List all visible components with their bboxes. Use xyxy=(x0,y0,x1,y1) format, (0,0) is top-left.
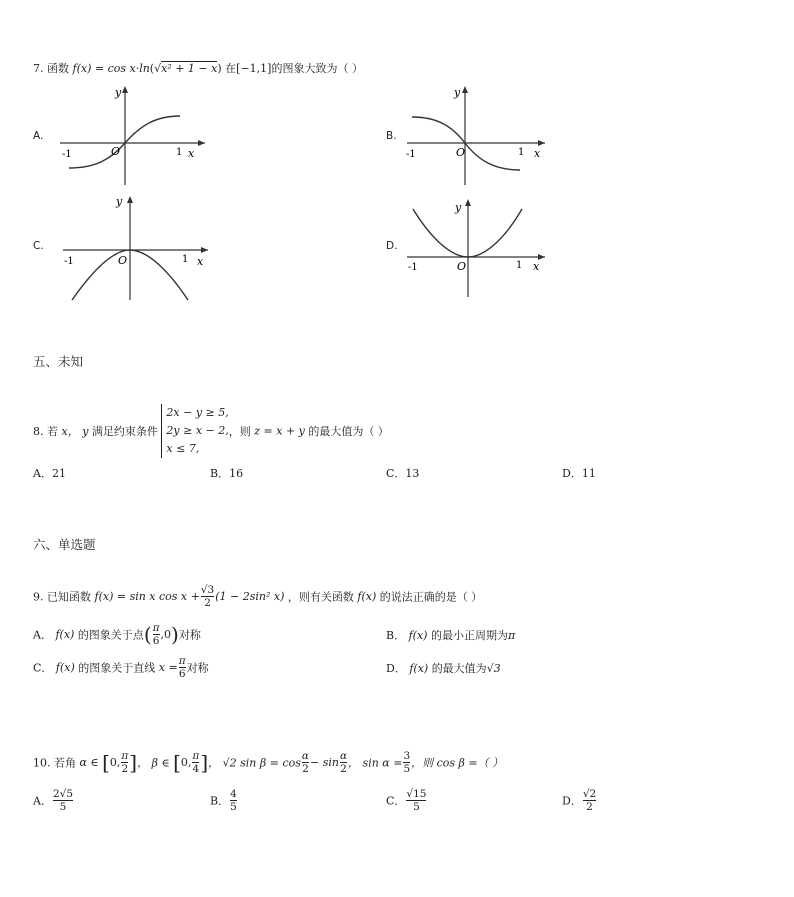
q8-option-c[interactable]: C．13 xyxy=(386,467,420,480)
x-axis-arrow xyxy=(538,140,545,146)
q8-mid: 满足约束条件 xyxy=(91,425,158,438)
one-label: 1 xyxy=(518,147,525,158)
question-7-stem xyxy=(33,60,363,76)
y-axis-arrow xyxy=(465,199,471,206)
x-label: x xyxy=(533,260,540,273)
origin-label: O xyxy=(118,254,128,267)
q10-option-b[interactable]: B． $\frac{4}{5}$ xyxy=(210,788,237,813)
y-label: y xyxy=(115,86,122,99)
q7-graph-d[interactable] xyxy=(402,195,562,300)
question-9-stem xyxy=(33,584,482,609)
q7-number: 7. 函数 xyxy=(33,62,69,75)
q7-graph-c[interactable] xyxy=(58,190,218,305)
y-label: y xyxy=(455,201,462,214)
q9-tail: ，则有关函数 xyxy=(287,590,354,604)
q9-option-c[interactable]: C． f(x) 的图象关于直线 x = $\frac{\pi}{6}$ 对称 xyxy=(33,655,209,680)
x-axis-arrow xyxy=(198,140,205,146)
q9-option-a[interactable]: A． f(x) 的图象关于点( $\frac{\pi}{6}$ ,0)对称 xyxy=(33,622,201,647)
q7-option-c-label[interactable]: C. xyxy=(33,240,44,252)
q8-option-a[interactable]: A．21 xyxy=(33,467,66,480)
neg-one-label: -1 xyxy=(406,149,416,160)
q7-suffix: 在[−1,1]的图象大致为（ ） xyxy=(225,62,363,75)
section-heading-5: 五、未知 xyxy=(33,354,84,369)
y-axis-arrow xyxy=(462,86,468,93)
q9-sqrt3-over-2: $\frac{√3}{2}$ xyxy=(200,584,215,609)
constraint-1: 2x − y ≥ 5, xyxy=(166,406,229,419)
q8-tail-pre: ，则 xyxy=(228,425,251,438)
q8-option-b[interactable]: B．16 xyxy=(210,467,244,480)
q10-option-d[interactable]: D． $\frac{√2}{2}$ xyxy=(562,788,597,813)
x-label: x xyxy=(188,147,195,160)
origin-label: O xyxy=(111,145,121,158)
section-heading-6: 六、单选题 xyxy=(33,537,96,552)
x-label: x xyxy=(197,255,204,268)
q8-tail: 的最大值为（ ） xyxy=(308,425,389,438)
q8-objective: z = x + y xyxy=(254,424,305,438)
constraint-3: x ≤ 7, xyxy=(166,442,200,455)
q9-option-b[interactable]: B． f(x) 的最小正周期为π xyxy=(386,629,516,642)
one-label: 1 xyxy=(176,147,183,158)
question-10-stem: 10. 若角 α ∈ [0, $\frac{\pi}{2}$ ]， β ∈ [0, $\frac{\pi}{4}$ ]， √2 sin β = cos $\frac{\alpha}{2}$ − sin $\frac{\alpha}{2}$ ， sin α = $\frac{3}{5}$ ，则 cos β =（ ） xyxy=(33,750,504,775)
question-8-stem xyxy=(33,404,389,458)
q9-option-d[interactable]: D． f(x) 的最大值为√3 xyxy=(386,662,501,675)
q9-func-b: (1 − 2sin² x) xyxy=(215,590,285,603)
q7-radical: (√x² + 1 − x) xyxy=(149,62,222,75)
q9-prefix: 9. 已知函数 xyxy=(33,590,91,604)
q9-tail2: 的说法正确的是（ ） xyxy=(379,590,483,604)
q10-option-a[interactable]: A． $\frac{2√5}{5}$ xyxy=(33,788,74,813)
one-label: 1 xyxy=(516,260,523,271)
origin-label: O xyxy=(456,146,466,159)
q8-prefix: 8. 若 xyxy=(33,425,58,438)
q7-option-a-label[interactable]: A. xyxy=(33,130,44,142)
q7-option-d-label[interactable]: D. xyxy=(386,240,398,252)
constraint-2: 2y ≥ x − 2, xyxy=(166,424,229,437)
q8-constraint-system xyxy=(161,404,228,458)
y-axis-arrow xyxy=(127,196,133,203)
neg-one-label: -1 xyxy=(62,149,72,160)
q8-vars: x， y xyxy=(61,425,89,438)
one-label: 1 xyxy=(182,254,189,265)
y-label: y xyxy=(116,195,123,208)
neg-one-label: -1 xyxy=(408,262,418,273)
q7-option-b-label[interactable]: B. xyxy=(386,130,397,142)
y-axis-arrow xyxy=(122,86,128,93)
neg-one-label: -1 xyxy=(64,256,74,267)
q9-fx: f(x) xyxy=(357,590,377,603)
q7-graph-a[interactable] xyxy=(55,80,215,190)
x-label: x xyxy=(534,147,541,160)
origin-label: O xyxy=(457,260,467,273)
q8-option-d[interactable]: D．11 xyxy=(562,467,596,480)
q10-option-c[interactable]: C． $\frac{√15}{5}$ xyxy=(386,788,427,813)
q10-prefix: 10. 若角 xyxy=(33,756,76,770)
q9-func-a: f(x) = sin x cos x + xyxy=(94,590,200,603)
x-axis-arrow xyxy=(201,247,208,253)
q7-function: f(x) = cos x·ln xyxy=(72,62,150,75)
y-label: y xyxy=(454,86,461,99)
q7-graph-b[interactable] xyxy=(402,80,562,190)
